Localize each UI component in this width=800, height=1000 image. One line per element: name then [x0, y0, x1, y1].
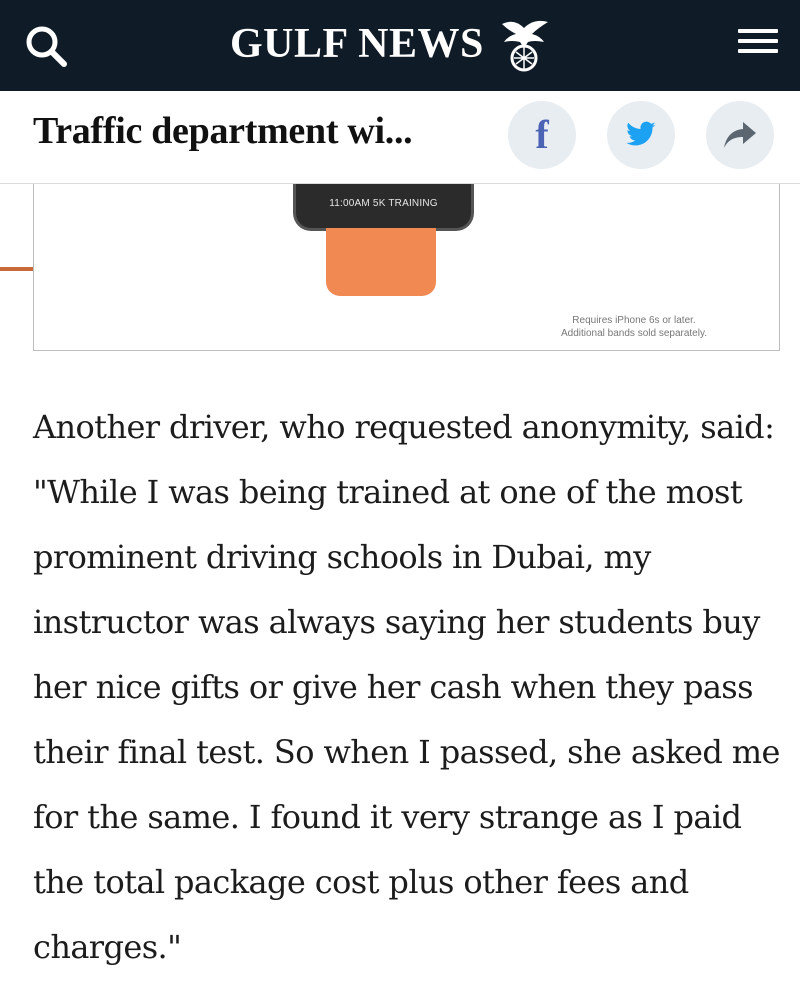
brand-name: GULF NEWS [230, 21, 484, 67]
article-paragraph: Another driver, who requested anonymity, said: "While I was being trained at one of the most prominent driving schools in Dubai, my instructor was always saying her students buy her nice gifts or give her cash when they pass their final test. So when I passed, she asked me for the same. I found it very strange as I paid the total package cost plus other fees and charges." [33, 408, 780, 966]
watch-screen-image [293, 184, 474, 231]
ad-disclaimer [561, 314, 707, 340]
search-button[interactable] [22, 22, 70, 70]
site-logo[interactable] [230, 14, 554, 74]
more-share-button[interactable] [706, 101, 774, 169]
hamburger-menu-icon [738, 29, 778, 53]
facebook-icon: f [535, 112, 549, 157]
watch-band-image [326, 228, 436, 296]
ad-disclaimer-line: Additional bands sold separately. [560, 328, 707, 339]
article-share-bar [0, 91, 800, 184]
falcon-logo-icon [494, 14, 554, 74]
facebook-share-button[interactable] [508, 101, 576, 169]
twitter-icon [625, 121, 657, 149]
top-navigation-bar [0, 0, 800, 91]
advertisement-banner[interactable] [33, 184, 780, 351]
ad-disclaimer-line: Requires iPhone 6s or later. [572, 315, 696, 326]
article-title: Traffic department wi... [33, 110, 413, 152]
menu-button[interactable] [738, 24, 778, 64]
watch-screen-text: 11:00AM 5K TRAINING [329, 197, 438, 209]
twitter-share-button[interactable] [607, 101, 675, 169]
search-icon [22, 22, 70, 70]
share-icon [723, 120, 757, 150]
